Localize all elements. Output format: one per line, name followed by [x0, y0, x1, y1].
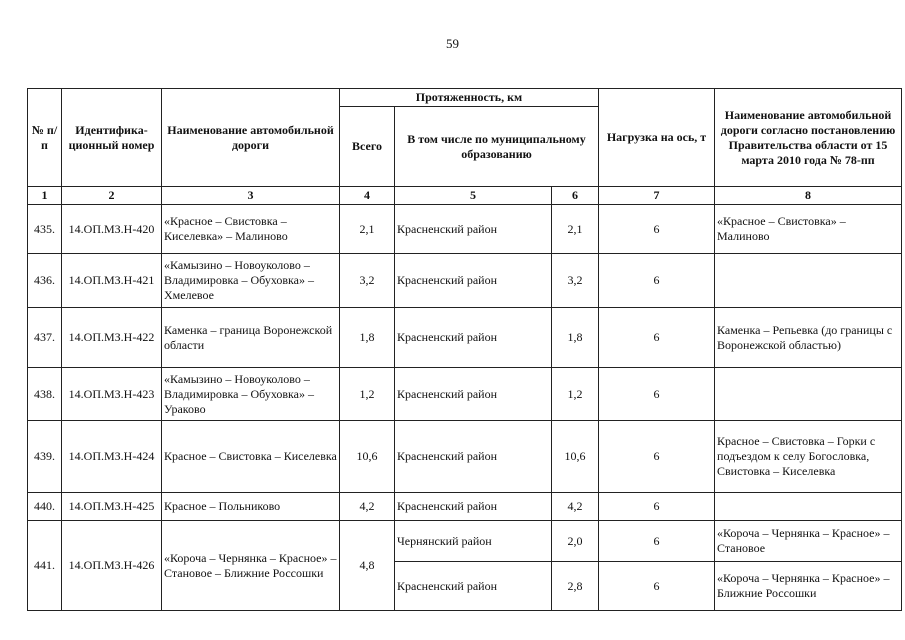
resolution-name — [715, 254, 902, 308]
road-name: Каменка – граница Воронежской области — [162, 308, 340, 368]
axle-load: 6 — [599, 493, 715, 521]
district: Красненский район — [395, 493, 552, 521]
road-name: «Красное – Свистовка – Киселевка» – Малиново — [162, 205, 340, 254]
axle-load: 6 — [599, 205, 715, 254]
length-total: 1,2 — [340, 368, 395, 421]
row-number: 436. — [28, 254, 62, 308]
road-id: 14.ОП.МЗ.Н-425 — [62, 493, 162, 521]
column-number: 7 — [599, 187, 715, 205]
length-total: 3,2 — [340, 254, 395, 308]
road-name: Красное – Польниково — [162, 493, 340, 521]
length-total: 4,2 — [340, 493, 395, 521]
column-number: 5 — [395, 187, 552, 205]
length-total: 2,1 — [340, 205, 395, 254]
road-id: 14.ОП.МЗ.Н-421 — [62, 254, 162, 308]
roads-table — [27, 88, 902, 611]
district-length: 2,0 — [552, 521, 599, 562]
axle-load: 6 — [599, 521, 715, 562]
district: Чернянский район — [395, 521, 552, 562]
column-number: 1 — [28, 187, 62, 205]
road-id: 14.ОП.МЗ.Н-424 — [62, 421, 162, 493]
header-axle-load: Нагрузка на ось, т — [599, 89, 715, 187]
district: Красненский район — [395, 562, 552, 611]
road-name: «Камызино – Новоуколово – Владимировка – Обуховка» – Ураково — [162, 368, 340, 421]
table-row — [28, 521, 902, 562]
column-number: 6 — [552, 187, 599, 205]
column-number: 4 — [340, 187, 395, 205]
length-total: 4,8 — [340, 521, 395, 611]
table-row — [28, 421, 902, 493]
header-total: Всего — [340, 107, 395, 187]
table-row — [28, 254, 902, 308]
road-id: 14.ОП.МЗ.Н-420 — [62, 205, 162, 254]
district-length: 2,8 — [552, 562, 599, 611]
row-number: 438. — [28, 368, 62, 421]
resolution-name: Каменка – Репьевка (до границы с Воронежской областью) — [715, 308, 902, 368]
page-number: 59 — [446, 36, 459, 51]
column-number: 8 — [715, 187, 902, 205]
resolution-name — [715, 368, 902, 421]
axle-load: 6 — [599, 421, 715, 493]
axle-load: 6 — [599, 308, 715, 368]
road-id: 14.ОП.МЗ.Н-422 — [62, 308, 162, 368]
resolution-name: «Короча – Чернянка – Красное» – Ближние Россошки — [715, 562, 902, 611]
district: Красненский район — [395, 368, 552, 421]
table-row — [28, 368, 902, 421]
column-number: 3 — [162, 187, 340, 205]
row-number: 441. — [28, 521, 62, 611]
road-id: 14.ОП.МЗ.Н-423 — [62, 368, 162, 421]
resolution-name — [715, 493, 902, 521]
table-header — [28, 89, 902, 205]
table-body — [28, 205, 902, 611]
resolution-name: «Короча – Чернянка – Красное» – Становое — [715, 521, 902, 562]
district: Красненский район — [395, 308, 552, 368]
column-number: 2 — [62, 187, 162, 205]
district-length: 4,2 — [552, 493, 599, 521]
district-length: 3,2 — [552, 254, 599, 308]
district-length: 1,2 — [552, 368, 599, 421]
road-id: 14.ОП.МЗ.Н-426 — [62, 521, 162, 611]
resolution-name: «Красное – Свистовка» – Малиново — [715, 205, 902, 254]
table-row — [28, 308, 902, 368]
row-number: 439. — [28, 421, 62, 493]
road-name: «Камызино – Новоуколово – Владимировка – Обуховка» – Хмелевое — [162, 254, 340, 308]
road-name: «Короча – Чернянка – Красное» – Становое – Ближние Россошки — [162, 521, 340, 611]
table-row — [28, 493, 902, 521]
row-number: 437. — [28, 308, 62, 368]
length-total: 1,8 — [340, 308, 395, 368]
district: Красненский район — [395, 205, 552, 254]
header-including: В том числе по муниципальному образованию — [395, 107, 599, 187]
header-length-group: Протяженность, км — [340, 89, 599, 107]
district-length: 10,6 — [552, 421, 599, 493]
resolution-name: Красное – Свистовка – Горки с подъездом к селу Богословка, Свистовка – Киселевка — [715, 421, 902, 493]
header-resolution-name: Наименование автомобильной дороги согласно постановлению Правительства области от 15 марта 2010 года № 78-пп — [715, 89, 902, 187]
table-row — [28, 205, 902, 254]
header-no: № п/п — [28, 89, 62, 187]
column-number-row — [28, 187, 902, 205]
row-number: 440. — [28, 493, 62, 521]
road-name: Красное – Свистовка – Киселевка — [162, 421, 340, 493]
axle-load: 6 — [599, 562, 715, 611]
axle-load: 6 — [599, 368, 715, 421]
district-length: 1,8 — [552, 308, 599, 368]
header-id: Идентифика-ционный номер — [62, 89, 162, 187]
length-total: 10,6 — [340, 421, 395, 493]
row-number: 435. — [28, 205, 62, 254]
header-road-name: Наименование автомобильной дороги — [162, 89, 340, 187]
axle-load: 6 — [599, 254, 715, 308]
district: Красненский район — [395, 254, 552, 308]
district: Красненский район — [395, 421, 552, 493]
district-length: 2,1 — [552, 205, 599, 254]
